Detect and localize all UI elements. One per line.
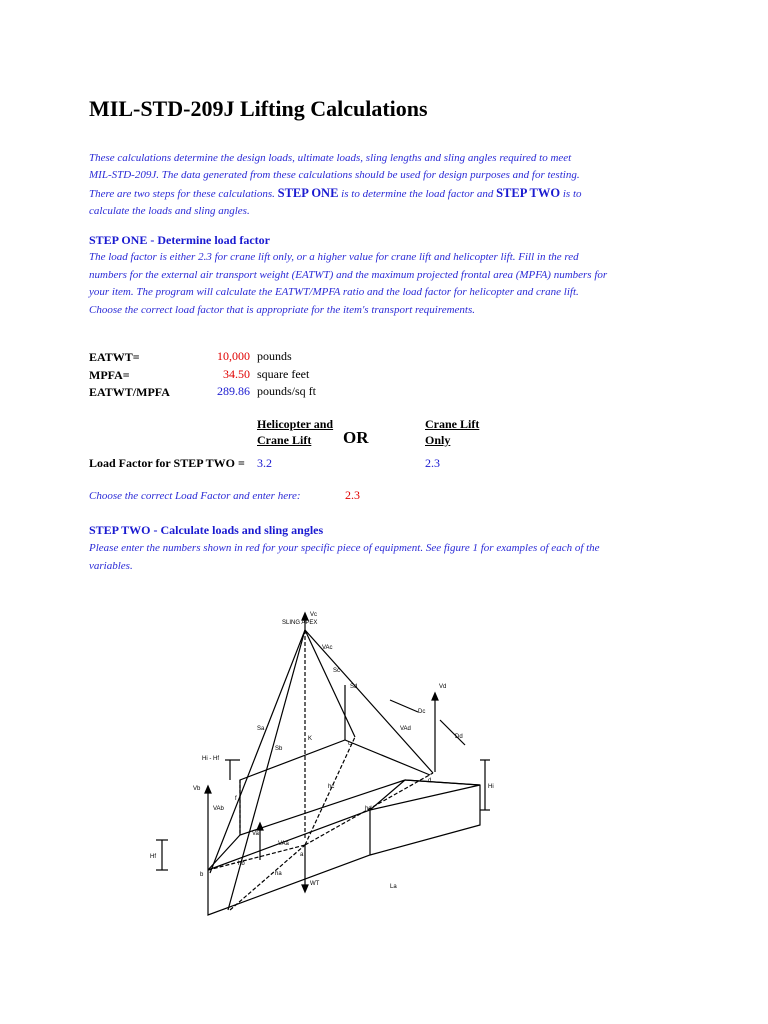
label-sc: Sc: [333, 668, 341, 674]
mpfa-label: MPFA=: [89, 368, 130, 382]
or-label: OR: [343, 428, 369, 447]
step-two-heading: STEP TWO - Calculate loads and sling angles: [89, 523, 324, 537]
label-va: Va: [252, 831, 259, 837]
label-f: f: [235, 796, 237, 802]
label-dc: Dc: [418, 709, 426, 715]
ratio-label: EATWT/MPFA: [89, 385, 170, 399]
label-vb: Vb: [193, 786, 201, 792]
ratio-value: 289.86: [217, 384, 250, 398]
crane-header-line-1: Crane Lift: [425, 417, 480, 431]
step-one-description: The load factor is either 2.3 for crane lift only, or a higher value for crane lift and helicopter lift. Fill in the red numbers for the external air transport weight (EATWT) and the maximum projected frontal area (MPFA) numbers for your item. The program will calculate the EATWT/MPFA ratio and the load factor for helicopter and crane lift. Choose the correct load factor that is appropriate for the item's transport requirements.: [89, 251, 608, 316]
crane-header-line-2: Only: [425, 433, 451, 447]
label-hd: hd: [365, 806, 372, 812]
step-two-description: Please enter the numbers shown in red for your specific piece of equipment. See figure 1 for examples of each of the variables.: [89, 542, 600, 572]
eatwt-value[interactable]: 10,000: [217, 349, 250, 363]
choose-load-factor-prompt: Choose the correct Load Factor and enter here:: [89, 490, 301, 502]
label-wt: WT: [310, 881, 320, 887]
label-vad: VAd: [400, 726, 411, 732]
label-sb: Sb: [275, 746, 283, 752]
label-hi: Hi: [488, 784, 494, 790]
step-one-heading: STEP ONE - Determine load factor: [89, 233, 270, 247]
crane-load-factor: 2.3: [425, 456, 440, 470]
intro-step-one: STEP ONE: [277, 185, 339, 200]
load-factor-label: Load Factor for STEP TWO =: [89, 456, 245, 470]
label-b: b: [200, 872, 204, 878]
label-sd: Sd: [350, 684, 358, 690]
label-sa: Sa: [257, 726, 265, 732]
chosen-load-factor[interactable]: 2.3: [345, 488, 360, 502]
label-hb: hb: [238, 861, 245, 867]
mpfa-unit: square feet: [257, 367, 310, 381]
label-c: c: [348, 741, 351, 747]
label-hf: Hf: [150, 854, 156, 860]
intro-text-3: is to calculate the loads and sling angles.: [89, 187, 582, 218]
label-dd: Dd: [455, 734, 463, 740]
helicopter-header-line-2: Crane Lift: [257, 433, 312, 447]
mpfa-value[interactable]: 34.50: [223, 367, 250, 381]
intro-text-1: These calculations determine the design loads, ultimate loads, sling lengths and sling angles required to meet MIL-STD-209J. The data generated from these calculations should be used for design purposes and for testing. There are two steps for these calculations.: [89, 152, 580, 200]
helicopter-header: [257, 416, 333, 448]
eatwt-unit: pounds: [257, 349, 292, 363]
page-title: MIL-STD-209J Lifting Calculations: [89, 96, 428, 121]
intro-step-two: STEP TWO: [496, 185, 561, 200]
label-vaa: VAa: [278, 841, 289, 847]
ratio-unit: pounds/sq ft: [257, 384, 317, 398]
intro-paragraph: [89, 150, 589, 221]
helicopter-load-factor: 3.2: [257, 456, 272, 470]
label-hc: hc: [328, 784, 335, 790]
label-vd: Vd: [439, 684, 447, 690]
label-k: K: [308, 736, 313, 742]
label-apex: SLING APEX: [282, 620, 318, 626]
label-d: d: [428, 778, 432, 784]
label-ha: ha: [275, 871, 282, 877]
sling-diagram: [150, 610, 500, 930]
helicopter-header-line-1: Helicopter and: [257, 417, 334, 431]
label-a: a: [300, 852, 304, 858]
label-hi-hf: Hi - Hf: [202, 756, 219, 762]
label-vac: VAc: [322, 645, 333, 651]
eatwt-label: EATWT=: [89, 350, 140, 364]
crane-header: [425, 416, 479, 448]
label-la: La: [390, 884, 397, 890]
label-vab: VAb: [213, 806, 224, 812]
label-vc: Vc: [310, 612, 318, 618]
intro-text-2: is to determine the load factor and: [338, 187, 497, 200]
